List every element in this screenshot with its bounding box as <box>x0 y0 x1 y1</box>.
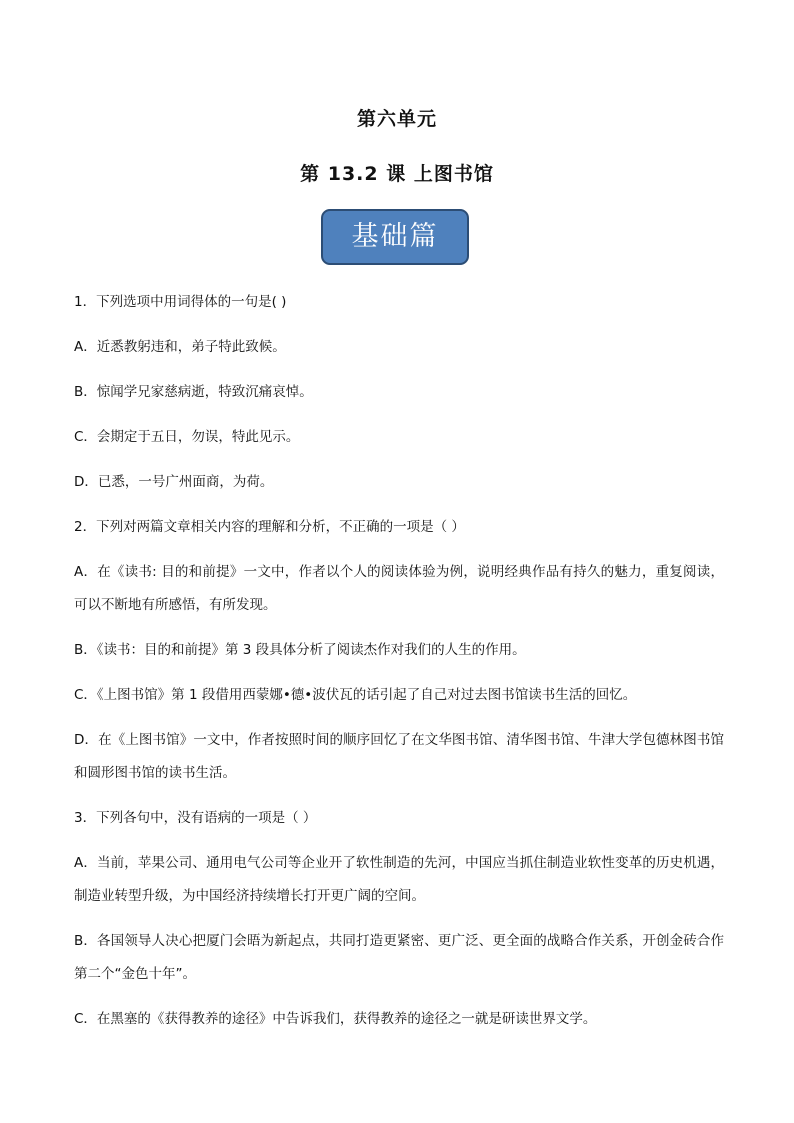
question-stem: 2．下列对两篇文章相关内容的理解和分析，不正确的一项是（ ） <box>74 519 465 535</box>
option-d: D．在《上图书馆》一文中，作者按照时间的顺序回忆了在文华图书馆、清华图书馆、牛津大学包德林图书馆和圆形图书馆的读书生活。 <box>74 732 724 781</box>
unit-title: 第六单元 <box>356 108 437 130</box>
option-a: A．近悉教躬违和，弟子特此致候。 <box>74 339 286 355</box>
option-b: B．各国领导人决心把厦门会晤为新起点，共同打造更紧密、更广泛、更全面的战略合作关系，开创金砖合作第二个“金色十年”。 <box>74 933 724 982</box>
question-1 <box>74 286 724 499</box>
option-b: B．《读书：目的和前提》第 3 段具体分析了阅读杰作对我们的人生的作用。 <box>74 642 526 658</box>
option-c: C．会期定于五日，勿误，特此见示。 <box>74 429 300 445</box>
question-2 <box>74 511 724 790</box>
section-badge: 基础篇 <box>321 209 469 265</box>
question-stem: 1．下列选项中用词得体的一句是( ) <box>74 294 287 310</box>
lesson-title: 第 13.2 课 上图书馆 <box>300 163 494 185</box>
option-c: C．《上图书馆》第 1 段借用西蒙娜•德•波伏瓦的话引起了自己对过去图书馆读书生活的回忆。 <box>74 687 637 703</box>
option-a: A．在《读书: 目的和前提》一文中，作者以个人的阅读体验为例，说明经典作品有持久的魅力，重复阅读，可以不断地有所感悟，有所发现。 <box>74 564 724 613</box>
question-list <box>74 286 724 1048</box>
option-c: C．在黑塞的《获得教养的途径》中告诉我们，获得教养的途径之一就是研读世界文学。 <box>74 1011 597 1027</box>
option-b: B．惊闻学兄家慈病逝，特致沉痛哀悼。 <box>74 384 313 400</box>
option-a: A．当前，苹果公司、通用电气公司等企业开了软性制造的先河，中国应当抓住制造业软性变革的历史机遇，制造业转型升级，为中国经济持续增长打开更广阔的空间。 <box>74 855 724 904</box>
question-stem: 3．下列各句中，没有语病的一项是（ ） <box>74 810 317 826</box>
option-d: D．已悉，一号广州面商，为荷。 <box>74 474 274 490</box>
question-3 <box>74 802 724 1036</box>
